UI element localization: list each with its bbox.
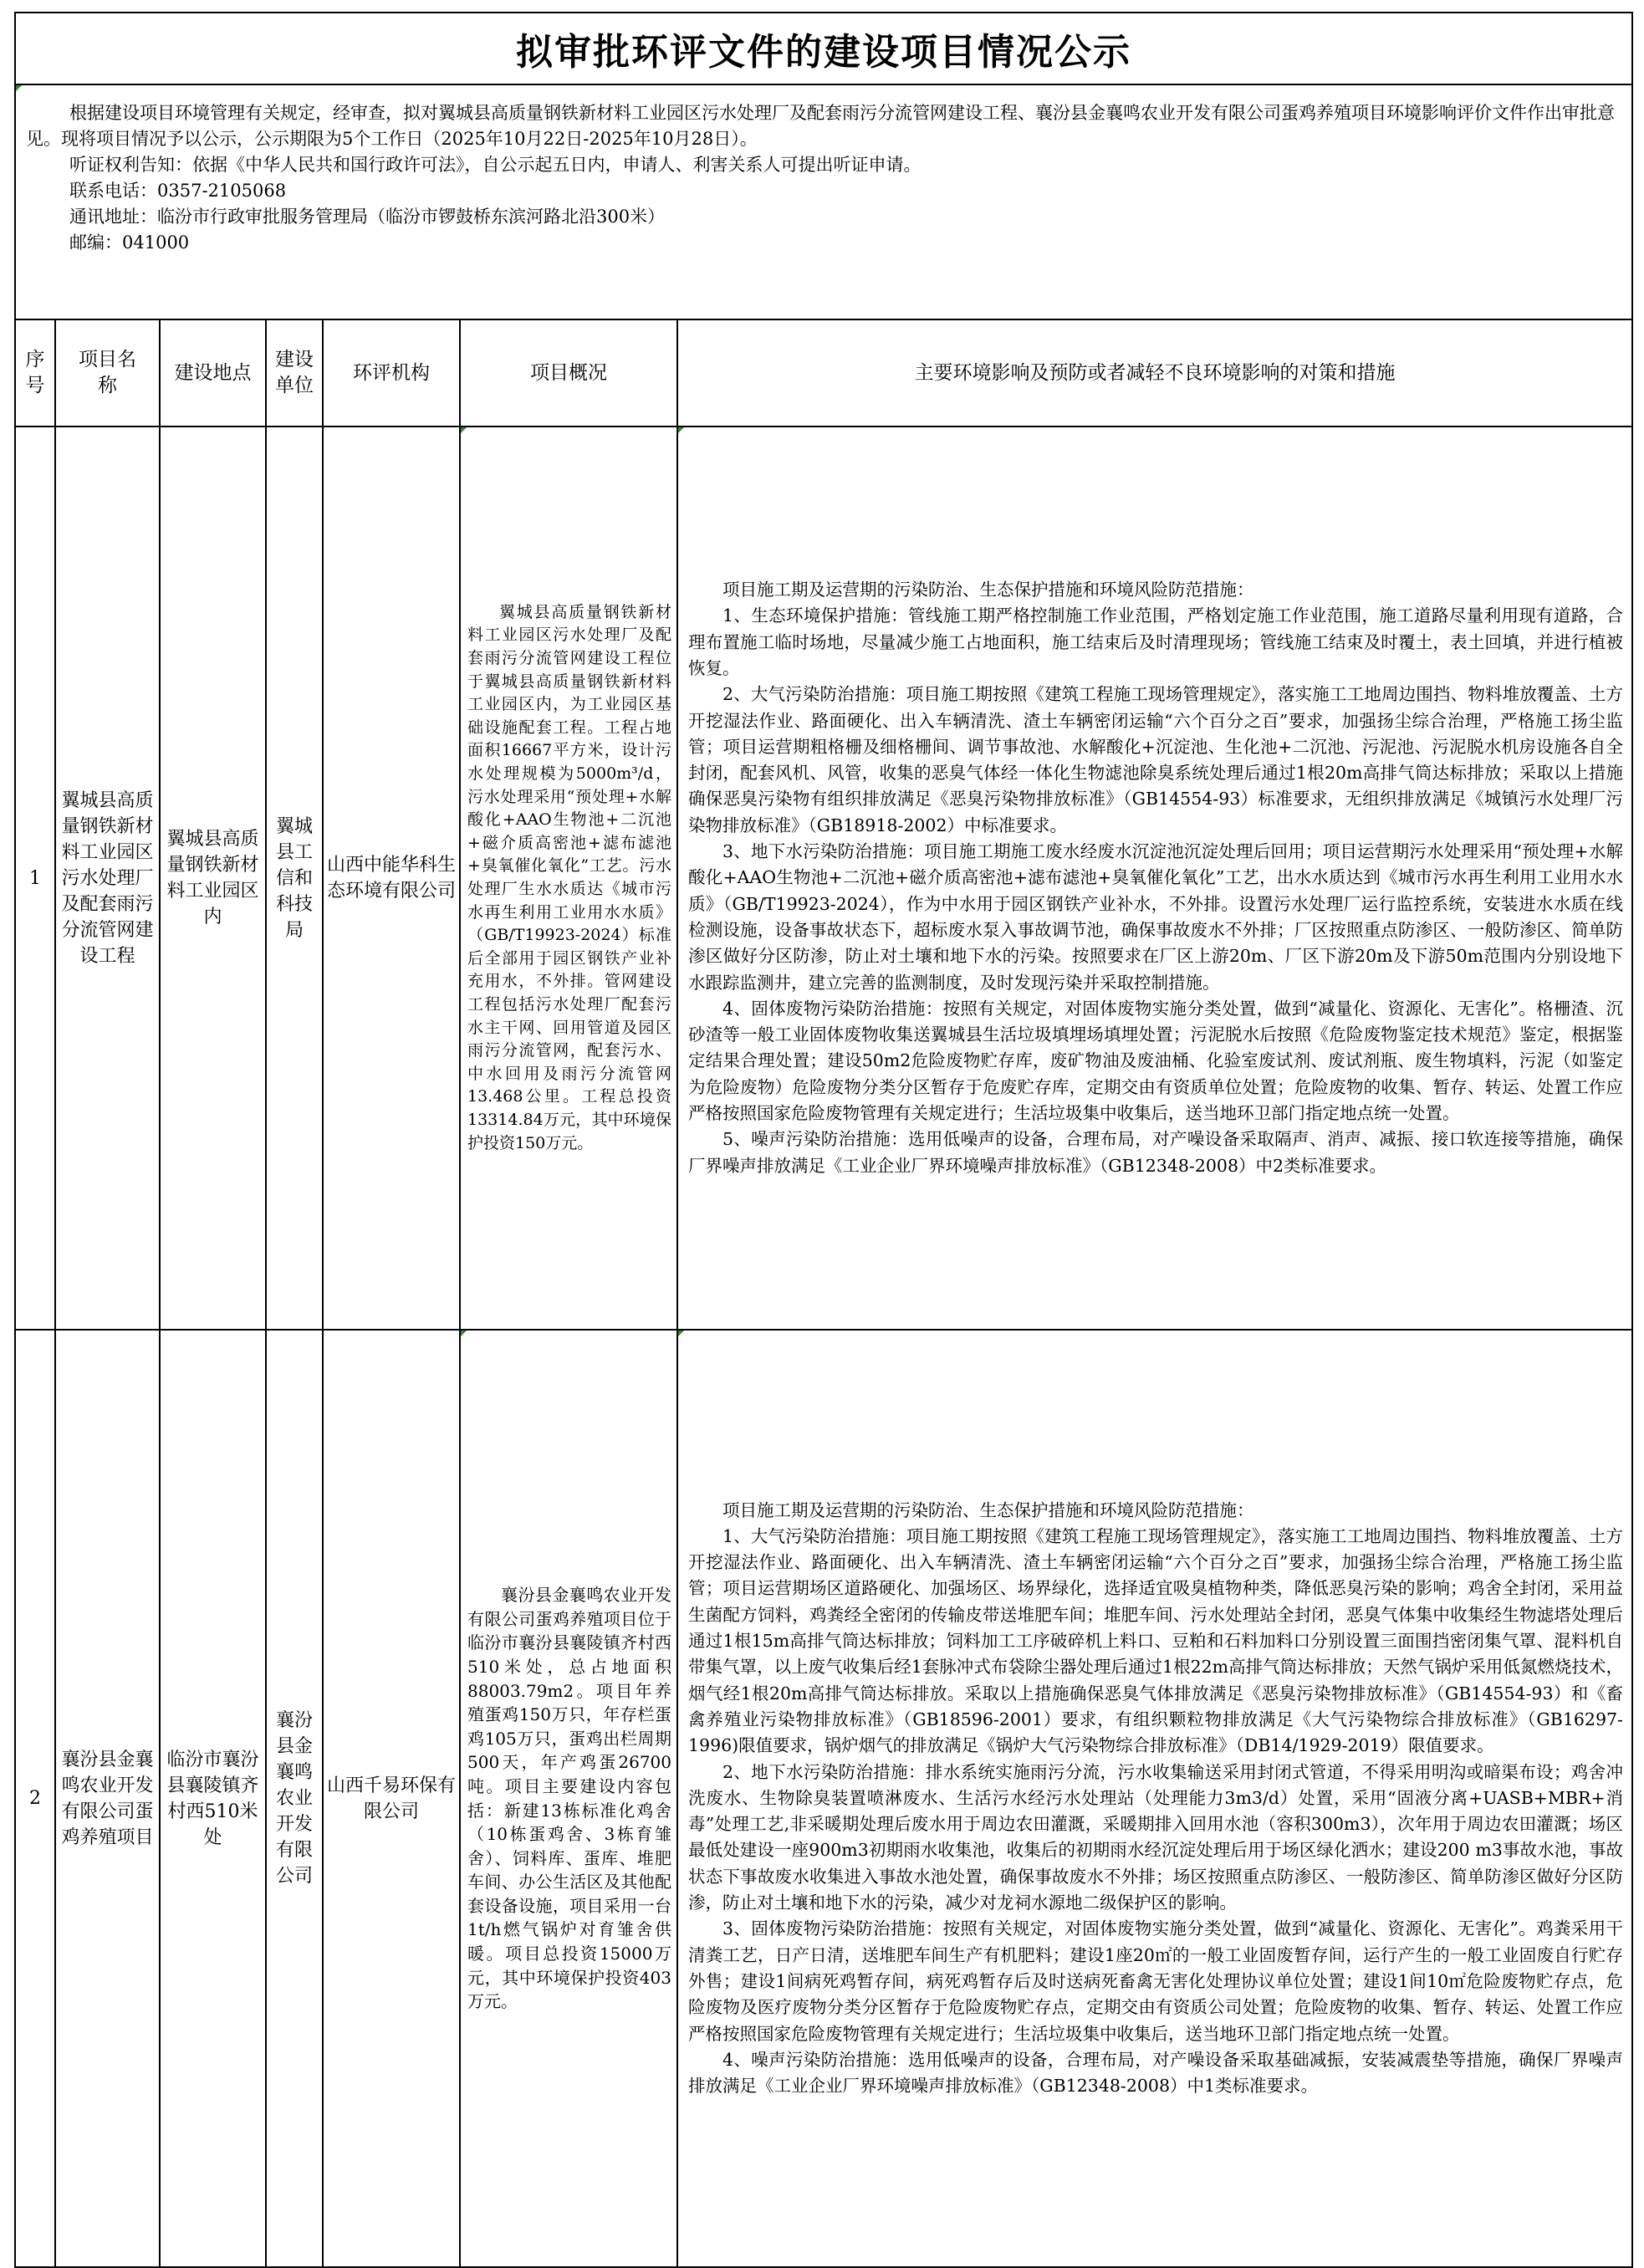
row-agency: 山西千易环保有限公司 xyxy=(323,1330,460,2266)
row-overview xyxy=(460,1330,677,2266)
contact-phone: 联系电话：0357-2105068 xyxy=(69,181,287,201)
overview-text: 翼城县高质量钢铁新材料工业园区污水处理厂及配套雨污分流管网建设工程位于翼城县高质量钢铁新材料工业园区内，为工业园区基础设施配套工程。工程占地面积16667平方米，设计污水处理规模为5000m³/d，污水处理采用“预处理+水解酸化+AAO生物池+二沉池+磁介质高密池+滤布滤池+臭氧催化氧化”工艺。污水处理厂生水水质达《城市污水再生利用工业用水水质》（GB/T19923-2024）标准后全部用于园区钢铁产业补充用水，不外排。管网建设工程包括污水处理厂配套污水主干网、回用管道及园区雨污分流管网，配套污水、中水回用及雨污分流管网13.468公里。工程总投资13314.84万元，其中环境保护投资150万元。 xyxy=(467,602,671,1152)
header-measures: 主要环境影响及预防或者减轻不良环境影响的对策和措施 xyxy=(677,320,1631,427)
header-overview: 项目概况 xyxy=(460,320,677,427)
measure-item: 2、地下水污染防治措施：排水系统实施雨污分流，污水收集输送采用封闭式管道，不得采用明沟或暗渠布设；鸡舍冲洗废水、生物除臭装置喷淋废水、生活污水经污水处理站（处理能力3m3/d）处置，采用“固液分离+UASB+MBR+消毒”处理工艺,非采暖期处理后废水用于周边农田灌溉，采暖期排入回用水池（容积300m3），次年用于周边农田灌溉；场区最低处建设一座900m3初期雨水收集池，收集后的初期雨水经沉淀处理后用于场区绿化洒水；建设200 m3事故水池，事故状态下事故废水收集进入事故水池处置，确保事故废水不外排；场区按照重点防渗区、一般防渗区、简单防渗区做好分区防渗，防止对土壤和地下水的污染，减少对龙祠水源地二级保护区的影响。 xyxy=(688,1761,1623,1913)
header-unit: 建设单位 xyxy=(266,320,323,427)
cell-marker-icon xyxy=(461,1331,467,1336)
row-no: 2 xyxy=(16,1330,55,2266)
row-project-name: 襄汾县金襄鸣农业开发有限公司蛋鸡养殖项目 xyxy=(55,1330,160,2266)
cell-marker-icon xyxy=(678,427,684,433)
row-no: 1 xyxy=(16,427,55,1330)
announcement-page xyxy=(14,12,1633,2268)
header-no: 序号 xyxy=(16,320,55,427)
contact-postcode: 邮编：041000 xyxy=(69,232,190,253)
cell-marker-icon xyxy=(16,85,22,91)
row-unit: 翼城县工信和科技局 xyxy=(266,427,323,1330)
measure-item: 3、地下水污染防治措施：项目施工期施工废水经废水沉淀池沉淀处理后回用；项目运营期污水处理采用“预处理+水解酸化+AAO生物池+二沉池+磁介质高密池+滤布滤池+臭氧催化氧化”工艺，出水水质达到《城市污水再生利用工业用水水质》（GB/T19923-2024），作为中水用于园区钢铁产业补水，不外排。设置污水处理厂运行监控系统，安装进水水质在线检测设施，设备事故状态下，超标废水泵入事故调节池，确保事故废水不外排；厂区按照重点防渗区、一般防渗区、简单防渗区做好分区防渗，防止对土壤和地下水的污染。按照要求在厂区上游20m、厂区下游20m及下游50m范围内分别设地下水跟踪监测井，建立完善的监测制度，及时发现污染并采取控制措施。 xyxy=(688,841,1623,993)
hearing-notice: 听证权利告知：依据《中华人民共和国行政许可法》，自公示起五日内，申请人、利害关系人可提出听证申请。 xyxy=(69,155,922,175)
measure-item: 2、大气污染防治措施：项目施工期按照《建筑工程施工现场管理规定》，落实施工工地周边围挡、物料堆放覆盖、土方开挖湿法作业、路面硬化、出入车辆清洗、渣土车辆密闭运输“六个百分之百”要求，加强扬尘综合治理，严格施工扬尘监管；项目运营期粗格栅及细格栅间、调节事故池、水解酸化+沉淀池、生化池+二沉池、污泥池、污泥脱水机房设施各自全封闭，配套风机、风管，收集的恶臭气体经一体化生物滤池除臭系统处理后通过1根20m高排气筒达标排放；采取以上措施确保恶臭污染物有组织排放满足《恶臭污染物排放标准》（GB14554-93）标准要求，无组织排放满足《城镇污水处理厂污染物排放标准》（GB18918-2002）中标准要求。 xyxy=(688,684,1623,835)
measure-intro: 项目施工期及运营期的污染防治、生态保护措施和环境风险防范措施： xyxy=(722,1499,1254,1520)
table-row xyxy=(16,1330,1631,2266)
table-row xyxy=(16,427,1631,1330)
measure-item: 1、大气污染防治措施：项目施工期按照《建筑工程施工现场管理规定》，落实施工工地周边围挡、物料堆放覆盖、土方开挖湿法作业、路面硬化、出入车辆清洗、渣土车辆密闭运输“六个百分之百”要求，加强扬尘综合治理，严格施工扬尘监管；项目运营期场区道路硬化、加强场区、场界绿化，选择适宜吸臭植物种类，降低恶臭污染的影响；鸡舍全封闭，采用益生菌配方饲料，鸡粪经全密闭的传输皮带送堆肥车间；堆肥车间、污水处理站全封闭，恶臭气体集中收集经生物滤塔处理后通过1根15m高排气筒达标排放；饲料加工工序破碎机上料口、豆粕和石料加料口分别设置三面围挡密闭集气罩、混料机自带集气罩，以上废气收集后经1套脉冲式布袋除尘器处理后通过1根22m高排气筒达标排放；天然气锅炉采用低氮燃烧技术，烟气经1根20m高排气筒达标排放。采取以上措施确保恶臭气体排放满足《恶臭污染物排放标准》（GB14554-93）和《畜禽养殖业污染物排放标准》（GB18596-2001）要求，有组织颗粒物排放满足《大气污染物综合排放标准》（GB16297-1996)限值要求，锅炉烟气的排放满足《锅炉大气污染物综合排放标准》（DB14/1929-2019）限值要求。 xyxy=(688,1525,1623,1756)
measure-item: 4、噪声污染防治措施：选用低噪声的设备，合理布局，对产噪设备采取基础减振，安装减震垫等措施，确保厂界噪声排放满足《工业企业厂界环境噪声排放标准》（GB12348-2008）中1类标准要求。 xyxy=(688,2049,1623,2097)
row-location: 翼城县高质量钢铁新材料工业园区内 xyxy=(160,427,266,1330)
measure-item: 5、噪声污染防治措施：选用低噪声的设备，合理布局，对产噪设备采取隔声、消声、减振、接口软连接等措施，确保厂界噪声排放满足《工业企业厂界环境噪声排放标准》（GB12348-2008）中2类标准要求。 xyxy=(688,1129,1623,1176)
header-name: 项目名称 xyxy=(55,320,160,427)
title-row xyxy=(16,13,1631,85)
page-title: 拟审批环评文件的建设项目情况公示 xyxy=(516,31,1131,74)
intro-paragraph: 根据建设项目环境管理有关规定，经审查，拟对翼城县高质量钢铁新材料工业园区污水处理厂及配套雨污分流管网建设工程、襄汾县金襄鸣农业开发有限公司蛋鸡养殖项目环境影响评价文件作出审批意见。现将项目情况予以公示，公示期限为5个工作日（2025年10月22日-2025年10月28日）。 xyxy=(26,103,1615,149)
row-agency: 山西中能华科生态环境有限公司 xyxy=(323,427,460,1330)
measure-intro: 项目施工期及运营期的污染防治、生态保护措施和环境风险防范措施： xyxy=(722,580,1254,600)
row-location: 临汾市襄汾县襄陵镇齐村西510米处 xyxy=(160,1330,266,2266)
measure-item: 4、固体废物污染防治措施：按照有关规定，对固体废物实施分类处置，做到“减量化、资源化、无害化”。格栅渣、沉砂渣等一般工业固体废物收集送翼城县生活垃圾填埋场填埋处置；污泥脱水后按照《危险废物鉴定技术规范》鉴定，根据鉴定结果合理处置；建设50m2危险废物贮存库，废矿物油及废油桶、化验室废试剂、废试剂瓶、废生物填料，污泥（如鉴定为危险废物）危险废物分类分区暂存于危废贮存库，定期交由有资质单位处置；危险废物的收集、暂存、转运、处置工作应严格按照国家危险废物管理有关规定进行；生活垃圾集中收集后，送当地环卫部门指定地点统一处置。 xyxy=(688,998,1623,1124)
projects-table xyxy=(16,320,1631,2266)
measure-item: 1、生态环境保护措施：管线施工期严格控制施工作业范围，严格划定施工作业范围，施工道路尽量利用现有道路，合理布置施工临时场地，尽量减少施工占地面积，施工结束后及时清理现场；管线施工结束及时覆土，表土回填，并进行植被恢复。 xyxy=(688,605,1623,678)
intro-section xyxy=(16,85,1631,320)
row-measures xyxy=(677,427,1631,1330)
header-location: 建设地点 xyxy=(160,320,266,427)
row-measures xyxy=(677,1330,1631,2266)
table-header-row xyxy=(16,320,1631,427)
row-overview xyxy=(460,427,677,1330)
measure-item: 3、固体废物污染防治措施：按照有关规定，对固体废物实施分类处置，做到“减量化、资源化、无害化”。鸡粪采用干清粪工艺，日产日清，送堆肥车间生产有机肥料；建设1座20㎡的一般工业固废暂存间，运行产生的一般工业固废自行贮存外售；建设1间病死鸡暂存间，病死鸡暂存后及时送病死畜禽无害化处理协议单位处置；建设1间10㎡危险废物贮存点，危险废物及医疗废物分类分区暂存于危险废物贮存点，定期交由有资质公司处置；危险废物的收集、暂存、转运、处置工作应严格按照国家危险废物管理有关规定进行；生活垃圾集中收集后，送当地环卫部门指定地点统一处置。 xyxy=(688,1918,1623,2044)
cell-marker-icon xyxy=(678,1331,684,1336)
row-project-name: 翼城县高质量钢铁新材料工业园区污水处理厂及配套雨污分流管网建设工程 xyxy=(55,427,160,1330)
contact-address: 通讯地址：临汾市行政审批服务管理局（临汾市锣鼓桥东滨河路北沿300米） xyxy=(69,207,666,227)
cell-marker-icon xyxy=(461,427,467,433)
row-unit: 襄汾县金襄鸣农业开发有限公司 xyxy=(266,1330,323,2266)
overview-text: 襄汾县金襄鸣农业开发有限公司蛋鸡养殖项目位于临汾市襄汾县襄陵镇齐村西510米处，总占地面积88003.79m2。项目年养殖蛋鸡150万只，年存栏蛋鸡105万只，蛋鸡出栏周期500天，年产鸡蛋26700吨。项目主要建设内容包括：新建13栋标准化鸡舍（10栋蛋鸡舍、3栋育雏舍）、饲料库、蛋库、堆肥车间、办公生活区及其他配套设备设施，项目采用一台1t/h燃气锅炉对育雏舍供暖。项目总投资15000万元，其中环境保护投资403万元。 xyxy=(467,1585,671,2012)
header-agency: 环评机构 xyxy=(323,320,460,427)
